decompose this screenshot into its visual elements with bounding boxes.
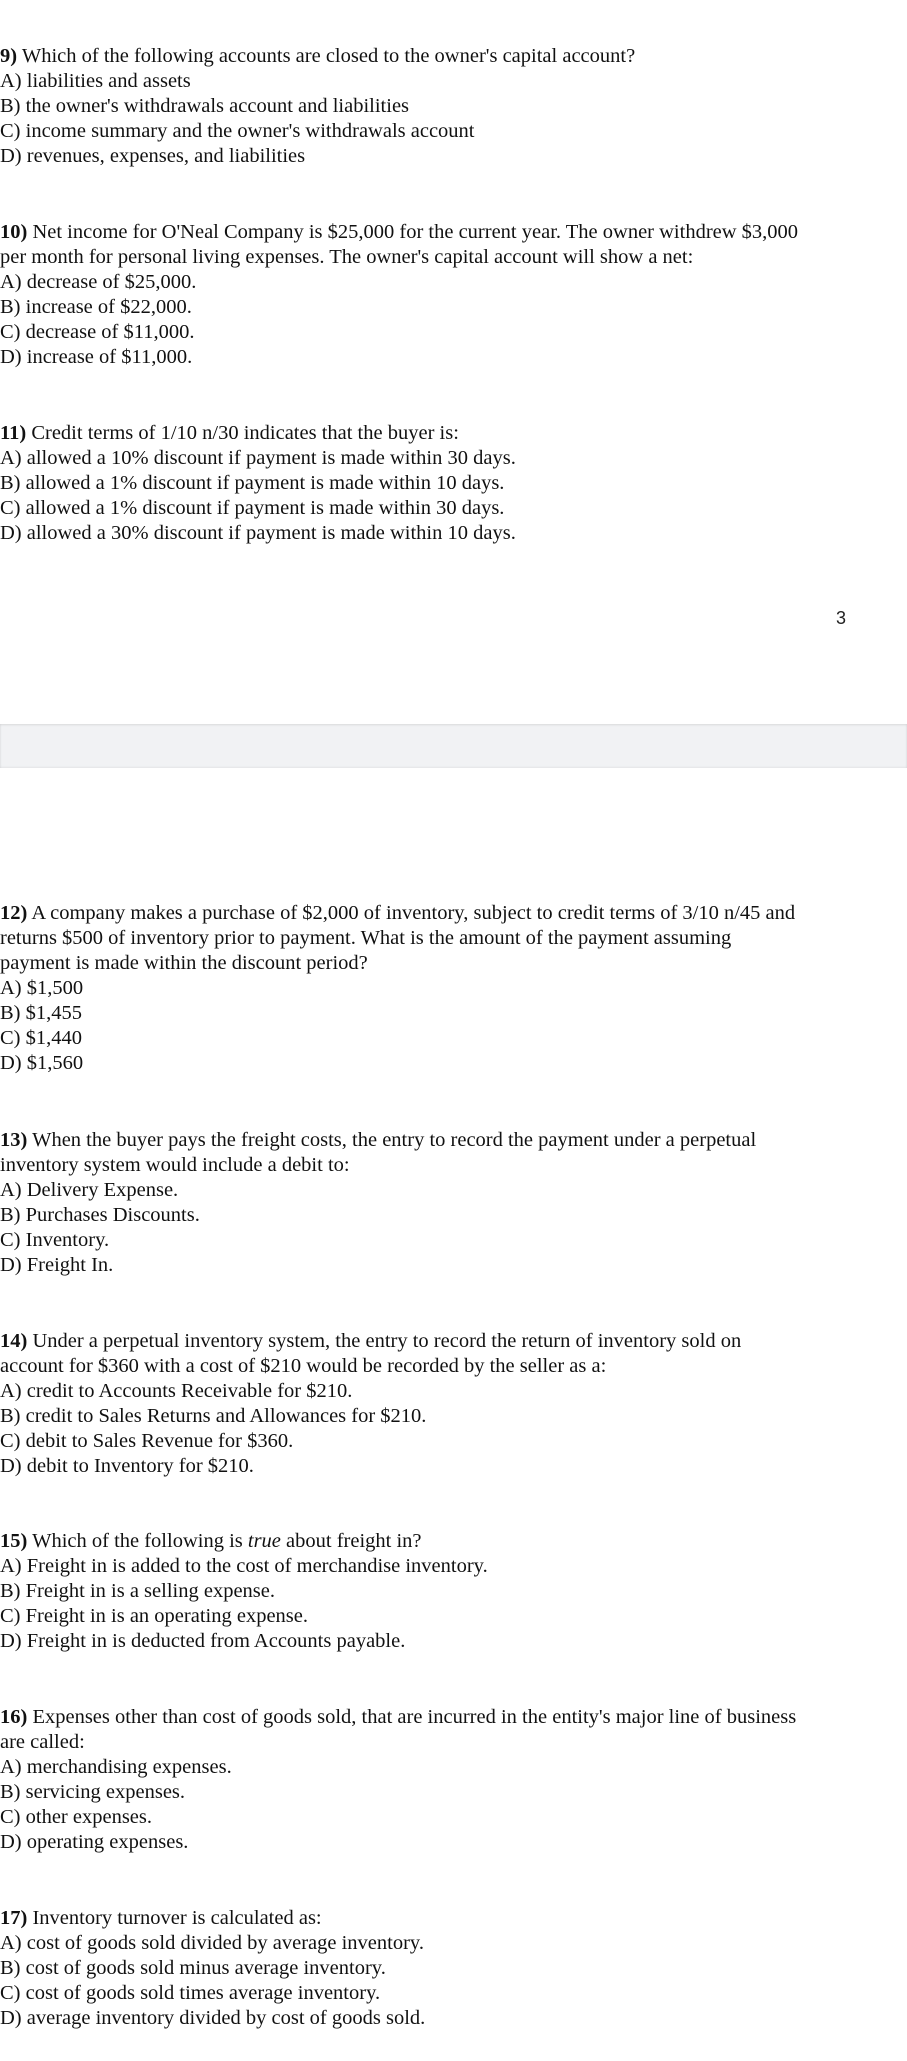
answer-option-a: A) liabilities and assets	[0, 70, 191, 92]
answer-option-d: D) revenues, expenses, and liabilities	[0, 145, 306, 167]
question-13	[0, 1128, 860, 1278]
question-9	[0, 44, 860, 169]
answer-option-c: C) other expenses.	[0, 1806, 152, 1828]
question-15	[0, 1529, 860, 1654]
question-number: 12)	[0, 902, 28, 924]
answer-option-d: D) operating expenses.	[0, 1831, 189, 1853]
answer-option-d: D) Freight in is deducted from Accounts payable.	[0, 1630, 406, 1652]
question-stem: 10) Net income for O'Neal Company is $25,000 for the current year. The owner withdrew $3,000	[0, 221, 799, 243]
question-stem-continued: inventory system would include a debit to:	[0, 1154, 350, 1176]
emphasis-true: true	[247, 1530, 281, 1552]
page-separator	[0, 724, 907, 768]
answer-option-b: B) $1,455	[0, 1002, 82, 1024]
answer-option-c: C) allowed a 1% discount if payment is made within 30 days.	[0, 497, 505, 519]
answer-option-a: A) Freight in is added to the cost of merchandise inventory.	[0, 1555, 488, 1577]
answer-option-a: A) decrease of $25,000.	[0, 271, 197, 293]
answer-option-d: D) Freight In.	[0, 1254, 114, 1276]
answer-option-c: C) $1,440	[0, 1027, 82, 1049]
answer-option-d: D) debit to Inventory for $210.	[0, 1455, 254, 1477]
answer-option-b: B) Freight in is a selling expense.	[0, 1580, 275, 1602]
question-11	[0, 421, 860, 546]
question-number: 13)	[0, 1129, 28, 1151]
question-stem-continued: are called:	[0, 1731, 85, 1753]
answer-option-c: C) Inventory.	[0, 1229, 110, 1251]
question-stem-continued: per month for personal living expenses. The owner's capital account will show a net:	[0, 246, 694, 268]
question-stem-continued: account for $360 with a cost of $210 would be recorded by the seller as a:	[0, 1355, 607, 1377]
question-number: 14)	[0, 1330, 28, 1352]
answer-option-a: A) cost of goods sold divided by average inventory.	[0, 1932, 424, 1954]
question-number: 9)	[0, 45, 18, 67]
question-number: 17)	[0, 1907, 28, 1929]
answer-option-a: A) merchandising expenses.	[0, 1756, 232, 1778]
question-10	[0, 220, 860, 370]
question-stem-continued: payment is made within the discount period?	[0, 952, 368, 974]
answer-option-b: B) servicing expenses.	[0, 1781, 186, 1803]
question-stem: 9) Which of the following accounts are closed to the owner's capital account?	[0, 45, 636, 67]
question-stem-continued: returns $500 of inventory prior to payment. What is the amount of the payment assuming	[0, 927, 732, 949]
question-16	[0, 1705, 860, 1855]
question-stem: 11) Credit terms of 1/10 n/30 indicates that the buyer is:	[0, 422, 459, 444]
answer-option-a: A) allowed a 10% discount if payment is made within 30 days.	[0, 447, 516, 469]
answer-option-a: A) Delivery Expense.	[0, 1179, 179, 1201]
question-stem: 13) When the buyer pays the freight costs, the entry to record the payment under a perpetual	[0, 1129, 757, 1151]
answer-option-b: B) credit to Sales Returns and Allowances for $210.	[0, 1405, 427, 1427]
question-number: 11)	[0, 422, 27, 444]
answer-option-b: B) increase of $22,000.	[0, 296, 192, 318]
question-17	[0, 1906, 860, 2031]
answer-option-c: C) decrease of $11,000.	[0, 321, 195, 343]
answer-option-b: B) allowed a 1% discount if payment is made within 10 days.	[0, 472, 505, 494]
question-stem: 14) Under a perpetual inventory system, the entry to record the return of inventory sold on	[0, 1330, 742, 1352]
answer-option-d: D) increase of $11,000.	[0, 346, 193, 368]
answer-option-d: D) allowed a 30% discount if payment is made within 10 days.	[0, 522, 516, 544]
question-number: 15)	[0, 1530, 28, 1552]
question-stem: 16) Expenses other than cost of goods sold, that are incurred in the entity's major line of business	[0, 1706, 797, 1728]
answer-option-b: B) the owner's withdrawals account and liabilities	[0, 95, 410, 117]
answer-option-c: C) debit to Sales Revenue for $360.	[0, 1430, 294, 1452]
answer-option-c: C) Freight in is an operating expense.	[0, 1605, 309, 1627]
answer-option-a: A) $1,500	[0, 977, 84, 999]
question-14	[0, 1329, 860, 1479]
question-number: 16)	[0, 1706, 28, 1728]
question-12	[0, 901, 860, 1076]
answer-option-b: B) Purchases Discounts.	[0, 1204, 200, 1226]
question-number: 10)	[0, 221, 28, 243]
answer-option-d: D) average inventory divided by cost of goods sold.	[0, 2007, 426, 2029]
question-stem: 12) A company makes a purchase of $2,000 of inventory, subject to credit terms of 3/10 n/45 and	[0, 902, 796, 924]
answer-option-d: D) $1,560	[0, 1052, 84, 1074]
answer-option-a: A) credit to Accounts Receivable for $210.	[0, 1380, 353, 1402]
answer-option-c: C) income summary and the owner's withdrawals account	[0, 120, 475, 142]
answer-option-b: B) cost of goods sold minus average inventory.	[0, 1957, 386, 1979]
answer-option-c: C) cost of goods sold times average inventory.	[0, 1982, 381, 2004]
question-stem: 17) Inventory turnover is calculated as:	[0, 1907, 322, 1929]
question-stem: 15) Which of the following is true about freight in?	[0, 1530, 422, 1552]
page-number: 3	[836, 608, 847, 628]
